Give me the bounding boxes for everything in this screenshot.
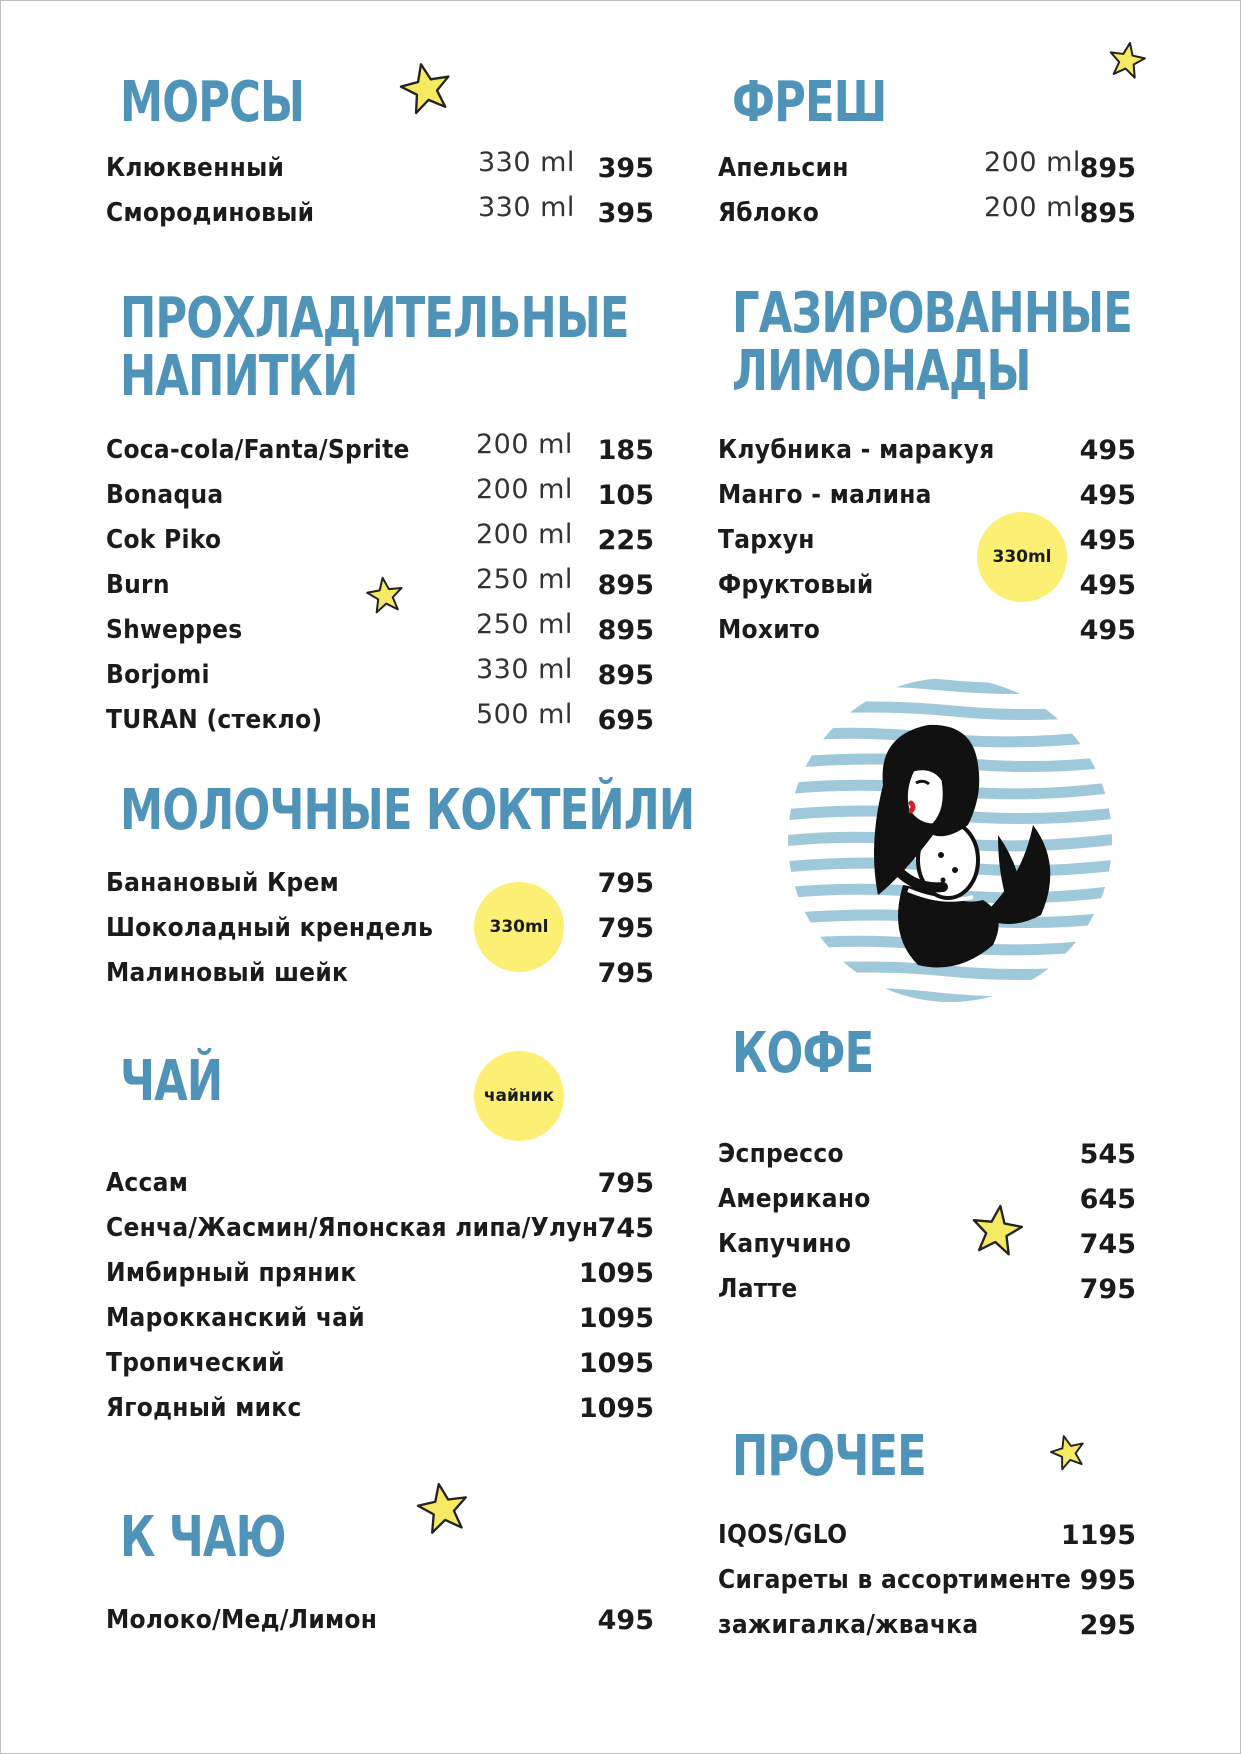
item-price: 795: [597, 913, 654, 944]
item-name: Фруктовый: [718, 570, 874, 600]
item-name: Ассам: [106, 1168, 189, 1198]
item-name: Американо: [718, 1184, 871, 1214]
menu-item: [718, 191, 1136, 236]
star-icon: [1107, 40, 1147, 80]
fresh-list: [718, 146, 1136, 236]
menu-item: [106, 906, 654, 951]
item-volume: 200 ml: [984, 147, 1081, 178]
item-name: Манго - малина: [718, 480, 932, 510]
item-price: 895: [1079, 198, 1136, 229]
menu-item: [718, 473, 1136, 518]
item-volume: 330 ml: [478, 192, 575, 223]
title-line: ЛИМОНАДЫ: [732, 339, 1031, 404]
star-icon: [969, 1202, 1025, 1258]
item-price: 495: [1079, 435, 1136, 466]
item-price: 495: [1079, 525, 1136, 556]
section-title-coffee: КОФЕ: [732, 1021, 874, 1086]
item-name: Сенча/Жасмин/Японская липа/Улун: [106, 1213, 599, 1243]
lemonade-volume-badge: 330ml: [977, 512, 1067, 602]
milkshake-volume-badge: 330ml: [474, 882, 564, 972]
item-price: 105: [597, 480, 654, 511]
item-price: 795: [597, 868, 654, 899]
title-line: ГАЗИРОВАННЫЕ: [732, 281, 1133, 346]
section-title-to-tea: К ЧАЮ: [120, 1505, 286, 1570]
item-price: 645: [1079, 1184, 1136, 1215]
item-name: Молоко/Мед/Лимон: [106, 1605, 378, 1635]
item-volume: 250 ml: [476, 609, 573, 640]
item-name: Апельсин: [718, 153, 849, 183]
menu-item: [106, 1296, 654, 1341]
item-name: Яблоко: [718, 198, 820, 228]
section-title-mors: МОРСЫ: [120, 70, 305, 135]
item-price: 1095: [578, 1393, 654, 1424]
item-name: Cok Piko: [106, 525, 222, 555]
item-name: Тархун: [718, 525, 815, 555]
item-name: Сигареты в ассортименте: [718, 1565, 1072, 1595]
item-volume: 500 ml: [476, 699, 573, 730]
menu-item: [106, 1598, 654, 1643]
section-title-soft-drinks: [120, 286, 629, 409]
item-price: 495: [1079, 480, 1136, 511]
menu-item: [718, 1132, 1136, 1177]
item-price: 1195: [1060, 1520, 1136, 1551]
menu-item: [718, 428, 1136, 473]
item-name: Эспрессо: [718, 1139, 844, 1169]
menu-item: [106, 191, 654, 236]
item-volume: 200 ml: [476, 474, 573, 505]
other-list: [718, 1513, 1136, 1648]
menu-item: [718, 1558, 1136, 1603]
item-volume: 330 ml: [476, 654, 573, 685]
item-name: IQOS/GLO: [718, 1520, 848, 1550]
section-title-other: ПРОЧЕЕ: [732, 1424, 926, 1489]
menu-item: [718, 1513, 1136, 1558]
menu-item: [106, 1206, 654, 1251]
menu-item: [718, 1603, 1136, 1648]
item-price: 295: [1079, 1610, 1136, 1641]
item-price: 495: [1079, 570, 1136, 601]
menu-item: [106, 951, 654, 996]
item-name: Смородиновый: [106, 198, 315, 228]
tea-teapot-badge: чайник: [474, 1051, 564, 1141]
item-name: Ягодный микс: [106, 1393, 302, 1423]
section-title-tea: ЧАЙ: [120, 1049, 223, 1114]
menu-item: [718, 1177, 1136, 1222]
item-price: 225: [597, 525, 654, 556]
coffee-list: [718, 1132, 1136, 1312]
item-name: Банановый Крем: [106, 868, 340, 898]
item-price: 895: [1079, 153, 1136, 184]
item-name: TURAN (стекло): [106, 705, 323, 735]
item-volume: 200 ml: [476, 429, 573, 460]
item-name: Марокканский чай: [106, 1303, 365, 1333]
item-name: Малиновый шейк: [106, 958, 349, 988]
item-volume: 330 ml: [478, 147, 575, 178]
item-price: 1095: [578, 1258, 654, 1289]
item-price: 1095: [578, 1348, 654, 1379]
menu-item: [106, 1386, 654, 1431]
item-name: Тропический: [106, 1348, 285, 1378]
item-price: 745: [1079, 1229, 1136, 1260]
milkshakes-list: [106, 861, 654, 996]
item-price: 795: [1079, 1274, 1136, 1305]
star-icon: [365, 575, 405, 615]
item-price: 895: [597, 570, 654, 601]
menu-item: [106, 1251, 654, 1296]
item-price: 695: [597, 705, 654, 736]
item-name: Латте: [718, 1274, 798, 1304]
menu-item: [718, 1222, 1136, 1267]
item-price: 995: [1079, 1565, 1136, 1596]
item-price: 495: [1079, 615, 1136, 646]
title-line: НАПИТКИ: [120, 344, 358, 409]
item-name: Имбирный пряник: [106, 1258, 357, 1288]
mors-list: [106, 146, 654, 236]
item-name: Мохито: [718, 615, 821, 645]
item-name: Coca-cola/Fanta/Sprite: [106, 435, 410, 465]
item-price: 545: [1079, 1139, 1136, 1170]
item-price: 395: [597, 153, 654, 184]
star-icon: [398, 60, 454, 116]
item-price: 395: [597, 198, 654, 229]
menu-item: [106, 1341, 654, 1386]
menu-item: [718, 608, 1136, 653]
menu-item: [106, 861, 654, 906]
item-price: 895: [597, 660, 654, 691]
to-tea-list: [106, 1598, 654, 1643]
item-name: Bonaqua: [106, 480, 224, 510]
menu-item: [106, 1161, 654, 1206]
menu-item: [106, 698, 654, 743]
item-name: Borjomi: [106, 660, 210, 690]
tea-list: [106, 1161, 654, 1431]
item-price: 1095: [578, 1303, 654, 1334]
section-title-milkshakes: МОЛОЧНЫЕ КОКТЕЙЛИ: [120, 778, 695, 843]
item-price: 745: [597, 1213, 654, 1244]
item-name: Burn: [106, 570, 170, 600]
item-name: Клубника - маракуя: [718, 435, 995, 465]
item-price: 795: [597, 958, 654, 989]
mermaid-illustration: [783, 675, 1117, 1005]
lemonades-list: [718, 428, 1136, 653]
item-name: Shweppes: [106, 615, 243, 645]
item-volume: 250 ml: [476, 564, 573, 595]
title-line: ПРОХЛАДИТЕЛЬНЫЕ: [120, 286, 629, 351]
item-name: Клюквенный: [106, 153, 285, 183]
item-price: 795: [597, 1168, 654, 1199]
item-volume: 200 ml: [984, 192, 1081, 223]
section-title-fresh: ФРЕШ: [732, 70, 887, 135]
star-icon: [1049, 1433, 1087, 1471]
item-name: Капучино: [718, 1229, 852, 1259]
star-icon: [415, 1480, 471, 1536]
item-price: 895: [597, 615, 654, 646]
item-name: зажигалка/жвачка: [718, 1610, 979, 1640]
item-price: 495: [597, 1605, 654, 1636]
item-price: 185: [597, 435, 654, 466]
menu-item: [718, 563, 1136, 608]
menu-item: [718, 518, 1136, 563]
item-name: Шоколадный крендель: [106, 913, 434, 943]
item-volume: 200 ml: [476, 519, 573, 550]
menu-item: [718, 1267, 1136, 1312]
section-title-lemonades: [732, 281, 1133, 404]
left-column: [106, 0, 695, 1754]
